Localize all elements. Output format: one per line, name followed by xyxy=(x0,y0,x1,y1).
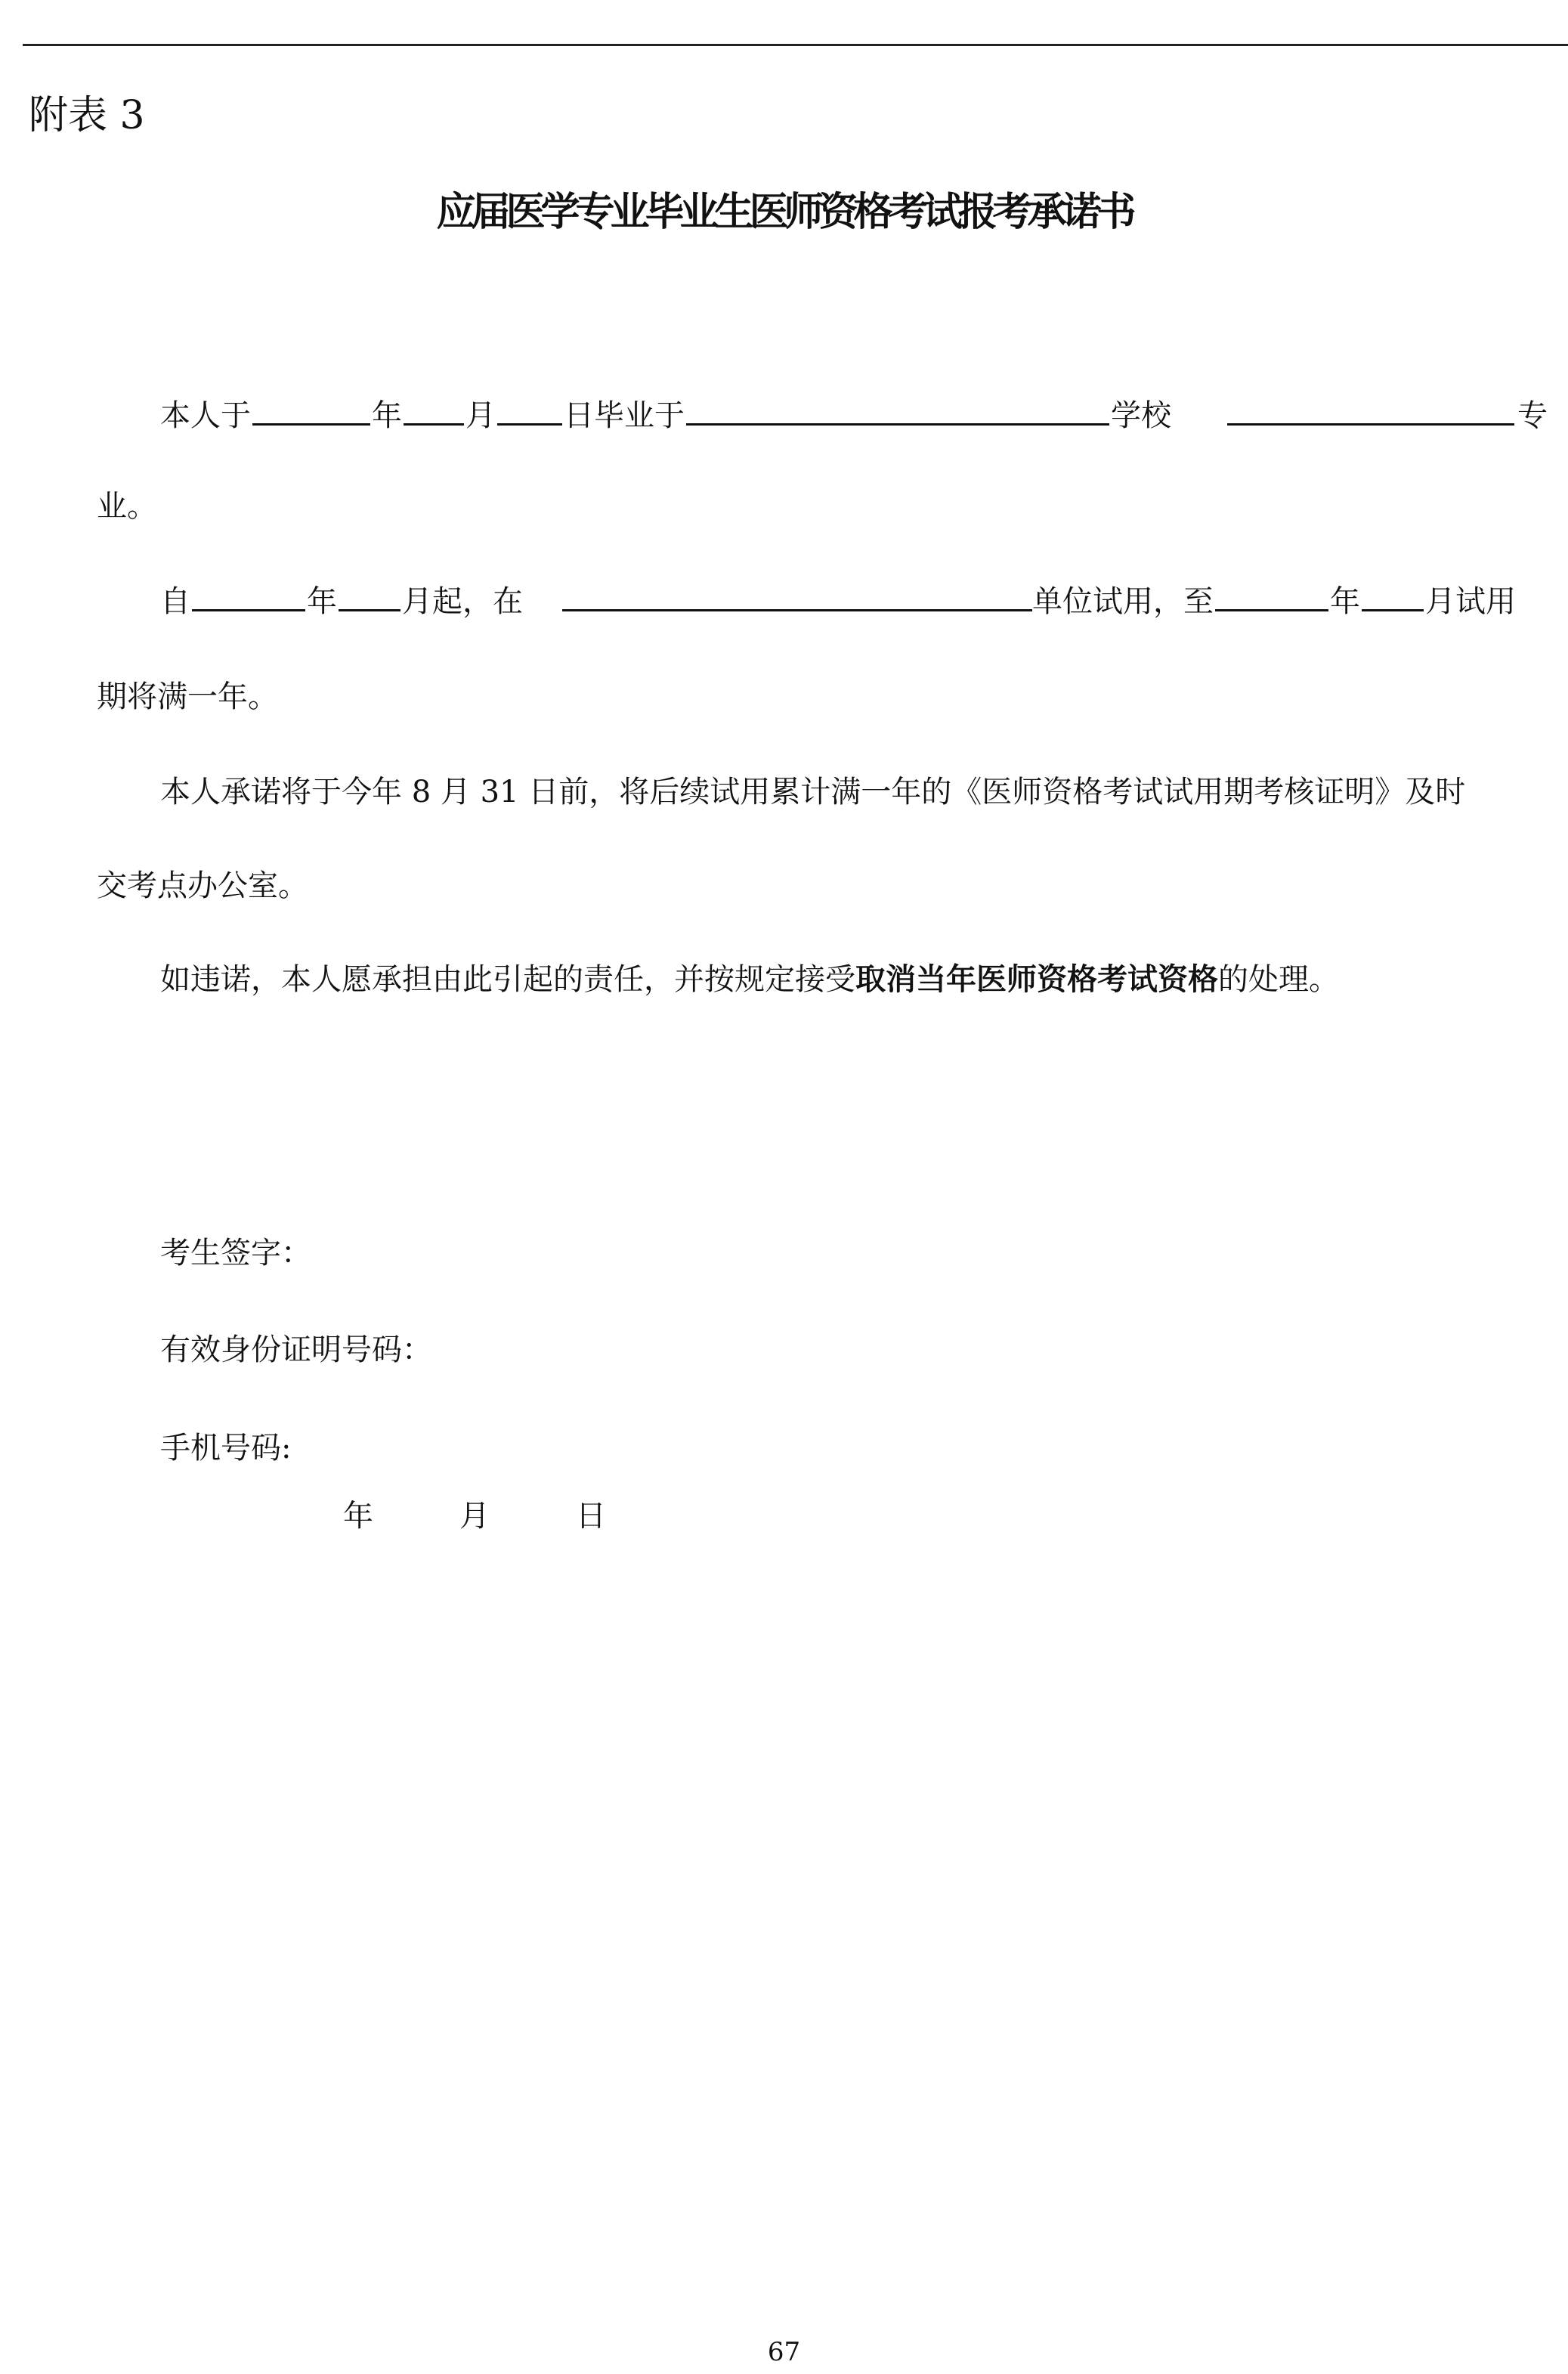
trial-start-year-blank[interactable] xyxy=(192,582,305,611)
para4-pre: 如违诺，本人愿承担由此引起的责任，并按规定接受 xyxy=(160,962,855,997)
para2-continuation: 期将满一年。 xyxy=(97,679,278,714)
graduation-month-blank[interactable] xyxy=(404,396,464,426)
graduation-year-blank[interactable] xyxy=(252,396,370,426)
date-month-label: 月 xyxy=(459,1499,490,1534)
trial-end-year-blank[interactable] xyxy=(1215,582,1328,611)
para1-text3: 月 xyxy=(465,398,496,433)
para1-text4: 日毕业于 xyxy=(564,398,685,433)
para3-line1: 本人承诺将于今年 8 月 31 日前，将后续试用累计满一年的《医师资格考试试用期考核证明》及时 xyxy=(160,775,1466,809)
graduation-day-blank[interactable] xyxy=(497,396,562,426)
para2-text1: 自 xyxy=(160,584,190,619)
trial-end-month-blank[interactable] xyxy=(1362,582,1424,611)
school-name-blank[interactable] xyxy=(686,396,1109,426)
para1-text2: 年 xyxy=(372,398,402,433)
para2-line1-end xyxy=(1032,580,1516,623)
para4-emphasis: 取消当年医师资格考试资格 xyxy=(855,961,1218,997)
para4 xyxy=(160,958,1339,1001)
para1-text6: 专 xyxy=(1517,398,1548,433)
para3-line2: 交考点办公室。 xyxy=(97,868,308,903)
major-blank[interactable] xyxy=(1227,423,1514,426)
para2-text2: 年 xyxy=(307,584,337,619)
date-day-label: 日 xyxy=(576,1499,606,1534)
top-rule xyxy=(23,44,1568,46)
trial-unit-blank[interactable] xyxy=(562,609,1032,611)
document-title: 应届医学专业毕业生医师资格考试报考承诺书 xyxy=(436,189,1132,235)
para1-text5: 学校 xyxy=(1111,398,1171,433)
para2-text4: 单位试用，至 xyxy=(1032,584,1214,619)
para4-post: 的处理。 xyxy=(1218,962,1339,997)
candidate-signature-label: 考生签字： xyxy=(160,1236,311,1271)
para2-text3: 月起，在 xyxy=(402,584,523,619)
trial-start-month-blank[interactable] xyxy=(339,582,401,611)
id-number-label: 有效身份证明号码： xyxy=(160,1332,432,1367)
para1-continuation: 业。 xyxy=(97,489,157,524)
page-number: 67 xyxy=(767,2337,801,2367)
date-year-label: 年 xyxy=(343,1499,373,1534)
para2-text6: 月试用 xyxy=(1425,584,1516,619)
phone-number-label: 手机号码: xyxy=(160,1431,292,1466)
para2-line1 xyxy=(160,580,523,623)
para2-text5: 年 xyxy=(1330,584,1360,619)
attachment-label: 附表 3 xyxy=(29,93,145,138)
para1-line1 xyxy=(160,395,1171,437)
para1-text1: 本人于 xyxy=(160,398,251,433)
